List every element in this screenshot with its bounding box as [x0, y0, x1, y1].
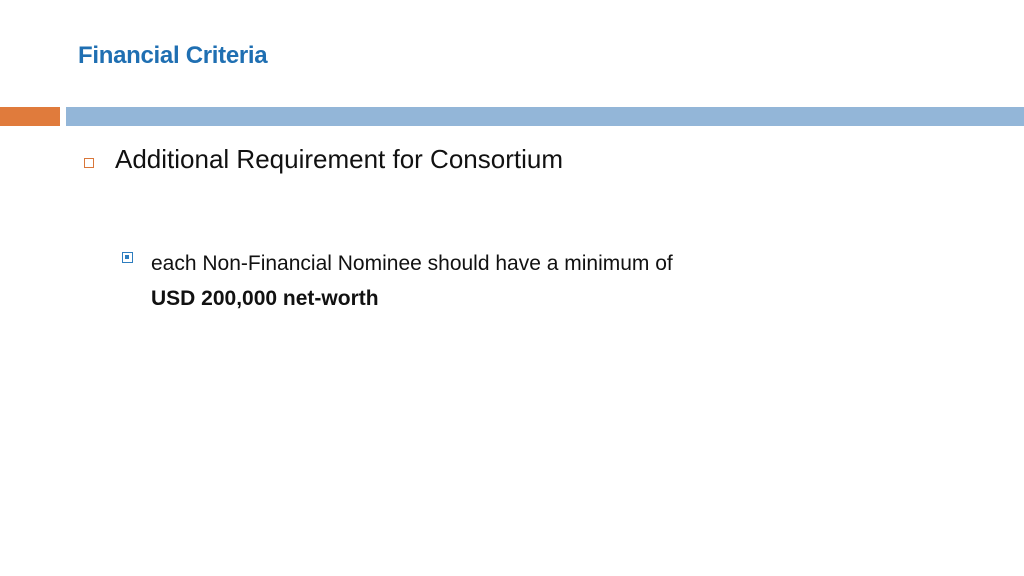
slide-title: Financial Criteria [78, 42, 268, 69]
square-in-square-icon [122, 252, 133, 263]
bullet-level2-line1: each Non-Financial Nominee should have a minimum of [151, 252, 673, 275]
bullet-level2-line2: USD 200,000 net-worth [151, 287, 379, 310]
accent-bar-blue [66, 107, 1024, 126]
bullet-level2-text [151, 246, 673, 316]
bullet-level1-text: Additional Requirement for Consortium [115, 144, 563, 174]
accent-bar-orange [0, 107, 60, 126]
hollow-square-icon [84, 158, 94, 168]
bullet-inner-square [125, 255, 129, 259]
